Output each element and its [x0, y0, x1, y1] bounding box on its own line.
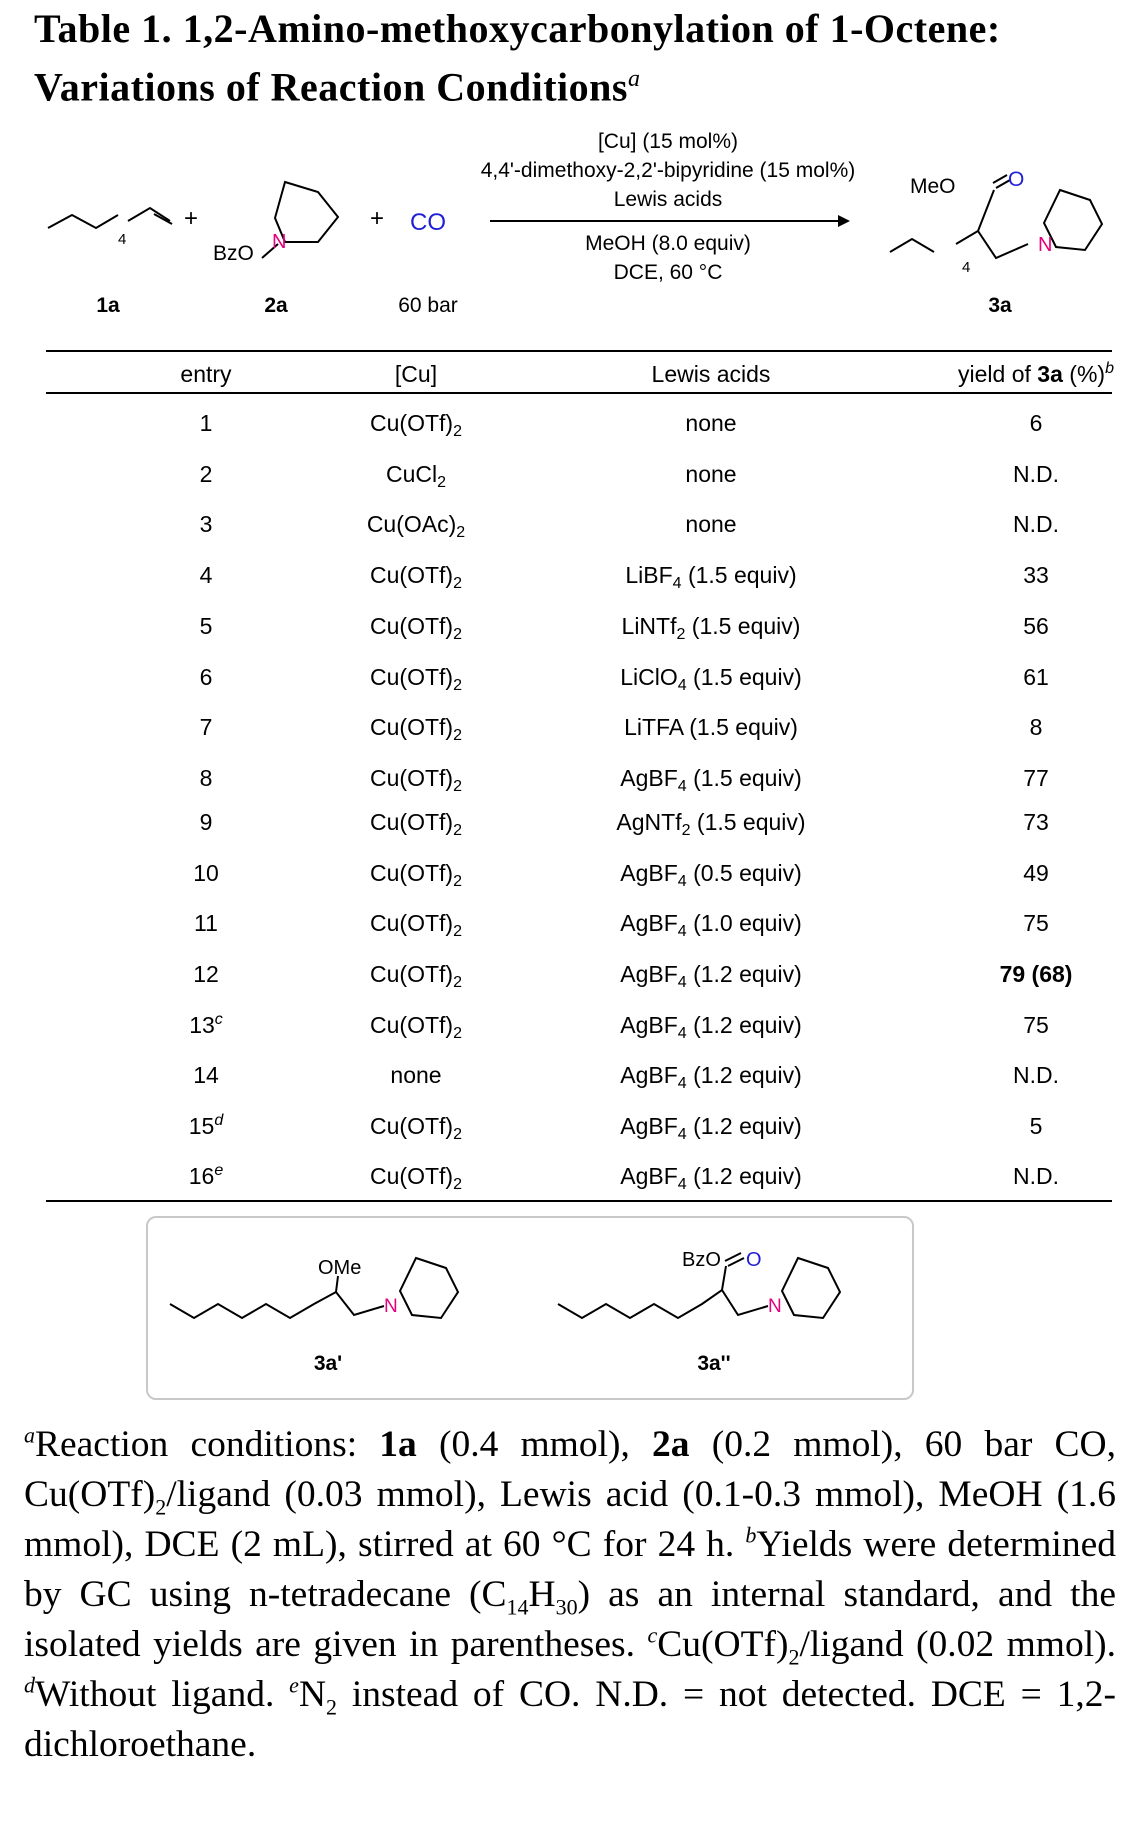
table-top-rule	[46, 350, 1112, 352]
atom-o-byproduct-2: O	[746, 1249, 762, 1271]
product-ch2-n	[978, 231, 1028, 258]
header-yield-post: (%)	[1062, 361, 1106, 387]
lewis-acid-subscript: 2	[676, 626, 686, 643]
cell-cu	[266, 707, 566, 747]
atom-meo-3a: MeO	[910, 175, 956, 198]
lewis-acid-amount: (1.0 equiv)	[686, 910, 802, 936]
cu-source: Cu(OAc)	[366, 511, 457, 537]
entry-number: 13	[189, 1012, 215, 1038]
cu-subscript: 2	[453, 626, 462, 643]
cell-yield	[896, 903, 1140, 943]
cu-subscript: 2	[453, 873, 462, 890]
product-chain-b	[956, 190, 994, 244]
lewis-acid: AgBF	[620, 1062, 678, 1088]
table-footnotes	[24, 1420, 1116, 1770]
label-3a-prime: 3a'	[313, 1352, 343, 1375]
lewis-acid-subscript: 4	[672, 575, 682, 592]
lewis-acid-amount: (1.5 equiv)	[685, 613, 801, 639]
condition-ligand: 4,4'-dimethoxy-2,2'-bipyridine (15 mol%)	[480, 159, 856, 182]
footnote-b-marker: b	[745, 1522, 757, 1548]
condition-meoh: MeOH (8.0 equiv)	[585, 232, 751, 255]
entry-number: 4	[199, 562, 213, 588]
cu-subscript: 2	[453, 575, 462, 592]
cu-subscript: 2	[453, 923, 462, 940]
lewis-acid: AgBF	[620, 1012, 678, 1038]
label-1a: 1a	[96, 294, 120, 317]
table-row	[46, 1106, 1112, 1146]
table-row	[46, 1156, 1112, 1196]
condition-dce: DCE, 60 °C	[613, 261, 723, 284]
footnote-c-sub: 2	[788, 1644, 800, 1670]
atom-n-byproduct-1: N	[384, 1296, 398, 1317]
footnote-b-text-2: H	[528, 1574, 556, 1615]
byproduct-2-chain	[558, 1290, 768, 1318]
footnote-e-marker: e	[289, 1672, 299, 1698]
footnote-a-text-4: /ligand (0.03 mmol), Lewis acid (0.1-0.3 mmol), MeOH (1.6 mmol), DCE (2 mL), stirred at 60 °C for 24 h.	[24, 1474, 1116, 1565]
footnote-c-text-2: /ligand (0.02 mmol).	[799, 1624, 1116, 1665]
lewis-acid-subscript: 4	[677, 873, 687, 890]
cu-source: none	[390, 1062, 442, 1088]
cu-subscript: 2	[453, 822, 462, 839]
table-row	[46, 903, 1112, 943]
cu-source: Cu(OTf)	[370, 613, 454, 639]
pressure-label: 60 bar	[398, 294, 458, 317]
footnote-d-marker: d	[24, 1672, 35, 1698]
reagent-co: CO	[410, 209, 446, 236]
plus-sign-2: +	[370, 205, 385, 232]
lewis-acid: AgBF	[620, 860, 678, 886]
cell-yield	[896, 853, 1140, 893]
footnote-a-text-2: (0.4 mmol),	[416, 1424, 653, 1465]
lewis-acid-amount: (1.5 equiv)	[686, 664, 802, 690]
lewis-acid-subscript: 4	[677, 1176, 687, 1193]
cell-lewis-acid	[536, 555, 886, 595]
reaction-scheme	[0, 120, 1140, 335]
footnote-a-bold-2: 2a	[652, 1424, 690, 1465]
lewis-acid: LiTFA (1.5 equiv)	[624, 714, 798, 740]
lewis-acid-amount: (1.2 equiv)	[686, 1163, 802, 1189]
cell-lewis-acid	[536, 903, 886, 943]
yield-value: 49	[1023, 860, 1049, 886]
entry-number: 7	[199, 714, 213, 740]
cell-yield	[896, 758, 1140, 798]
product-chain-a	[890, 239, 934, 252]
table-row	[46, 802, 1112, 842]
lewis-acid-amount: (1.2 equiv)	[686, 1062, 802, 1088]
caption-line-1: Table 1. 1,2-Amino-methoxycarbonylation of 1-Octene:	[34, 6, 1001, 51]
byproduct-1-ring	[400, 1258, 458, 1318]
lewis-acid: none	[685, 511, 737, 537]
cell-cu	[266, 1055, 566, 1095]
header-cu: [Cu]	[394, 361, 438, 387]
cell-cu	[266, 504, 566, 544]
table-row	[46, 1055, 1112, 1095]
footnote-a-bold-1: 1a	[379, 1424, 417, 1465]
footnote-c-marker: c	[647, 1622, 658, 1648]
header-yield	[896, 354, 1140, 394]
cu-subscript: 2	[453, 727, 462, 744]
atom-n-3a: N	[1038, 234, 1053, 256]
footnote-a-text-1: Reaction conditions:	[35, 1424, 380, 1465]
lewis-acid: AgBF	[620, 961, 678, 987]
cu-source: Cu(OTf)	[370, 1163, 454, 1189]
footnote-a-text-3: (0.2 mmol), 60 bar CO, Cu(OTf)	[24, 1424, 1116, 1515]
cu-source: Cu(OTf)	[370, 1113, 454, 1139]
cell-cu	[266, 1106, 566, 1146]
header-yield-sup: b	[1105, 360, 1114, 377]
entry-number: 10	[193, 860, 219, 886]
table-row	[46, 853, 1112, 893]
footnote-e-text-2: instead of CO. N.D. = not detected. DCE = 1,2-dichloroethane.	[24, 1674, 1116, 1765]
cu-subscript: 2	[453, 1176, 462, 1193]
header-yield-pre: yield of	[958, 361, 1038, 387]
footnote-b-sub-2: 30	[555, 1594, 578, 1620]
table-row	[46, 657, 1112, 697]
piperidine-ring-3a	[1044, 190, 1102, 250]
yield-value: 5	[1029, 1113, 1043, 1139]
cell-yield	[896, 403, 1140, 443]
cell-yield	[896, 657, 1140, 697]
entry-number: 12	[193, 961, 219, 987]
byproduct-structures	[148, 1218, 912, 1398]
atom-o-3a: O	[1008, 168, 1025, 191]
cell-yield	[896, 606, 1140, 646]
condition-cu: [Cu] (15 mol%)	[597, 130, 739, 153]
condition-lewis: Lewis acids	[613, 188, 723, 211]
yield-value: 8	[1029, 714, 1043, 740]
yield-value: 75	[1023, 910, 1049, 936]
cell-lewis-acid	[536, 1156, 886, 1196]
yield-value: N.D.	[1013, 511, 1059, 537]
cell-yield	[896, 454, 1140, 494]
lewis-acid-amount: (0.5 equiv)	[686, 860, 802, 886]
cell-yield	[896, 1005, 1140, 1045]
cell-lewis-acid	[536, 403, 886, 443]
lewis-acid-subscript: 4	[677, 1025, 687, 1042]
cell-lewis-acid	[536, 657, 886, 697]
cu-source: Cu(OTf)	[370, 410, 454, 436]
cell-lewis-acid	[536, 1106, 886, 1146]
atom-n-byproduct-2: N	[768, 1296, 782, 1317]
cu-source: CuCl	[385, 461, 438, 487]
footnote-d-text: Without ligand.	[35, 1674, 275, 1715]
entry-footnote: e	[214, 1162, 224, 1179]
table-row	[46, 758, 1112, 798]
entry-number: 1	[199, 410, 213, 436]
cell-lewis-acid	[536, 853, 886, 893]
caption-footnote-marker: a	[627, 66, 641, 92]
cell-cu	[266, 657, 566, 697]
cell-cu	[266, 403, 566, 443]
product-subscript: 4	[962, 259, 971, 276]
cu-subscript: 2	[437, 474, 447, 491]
cell-lewis-acid	[536, 504, 886, 544]
lewis-acid: AgBF	[620, 1163, 678, 1189]
lewis-acid-amount: (1.2 equiv)	[686, 961, 802, 987]
cu-subscript: 2	[453, 1126, 462, 1143]
entry-number: 3	[199, 511, 213, 537]
cu-subscript: 2	[453, 677, 462, 694]
cell-lewis-acid	[536, 606, 886, 646]
footnote-e-text-1: N	[298, 1674, 327, 1715]
cell-yield	[896, 1156, 1140, 1196]
caption-line-2-text: Variations of Reaction Conditions	[34, 64, 628, 110]
lewis-acid-subscript: 4	[677, 677, 687, 694]
yield-value: 56	[1023, 613, 1049, 639]
lewis-acid: AgBF	[620, 765, 678, 791]
lewis-acid: none	[685, 461, 737, 487]
cell-yield	[896, 555, 1140, 595]
cu-source: Cu(OTf)	[370, 562, 454, 588]
cell-lewis-acid	[536, 707, 886, 747]
yield-value: 77	[1023, 765, 1049, 791]
cell-cu	[266, 853, 566, 893]
lewis-acid-amount: (1.5 equiv)	[686, 765, 802, 791]
cell-cu	[266, 802, 566, 842]
header-entry: entry	[180, 361, 232, 387]
footnote-a-marker: a	[24, 1422, 35, 1448]
lewis-acid: LiClO	[620, 664, 678, 690]
entry-number: 16	[188, 1163, 215, 1189]
cell-cu	[266, 606, 566, 646]
yield-value: 33	[1023, 562, 1049, 588]
table-row	[46, 707, 1112, 747]
table-row	[46, 454, 1112, 494]
cell-yield	[896, 954, 1140, 994]
cu-source: Cu(OTf)	[370, 910, 454, 936]
cell-cu	[266, 1005, 566, 1045]
reaction-arrow-head	[838, 215, 850, 227]
yield-value: 6	[1029, 410, 1043, 436]
table-row	[46, 555, 1112, 595]
lewis-acid-subscript: 4	[677, 1126, 687, 1143]
lewis-acid: LiBF	[625, 562, 673, 588]
cell-lewis-acid	[536, 954, 886, 994]
cu-subscript: 2	[453, 1025, 462, 1042]
cell-cu	[266, 454, 566, 494]
plus-sign-1: +	[184, 205, 199, 232]
lewis-acid: LiNTf	[621, 613, 677, 639]
entry-number: 15	[188, 1113, 215, 1139]
table-caption	[34, 4, 1114, 112]
cu-source: Cu(OTf)	[370, 1012, 454, 1038]
atom-bzo-2a: BzO	[213, 242, 254, 265]
table-header	[46, 354, 1112, 394]
atom-n-2a: N	[272, 231, 287, 253]
cell-yield	[896, 1055, 1140, 1095]
entry-number: 5	[199, 613, 213, 639]
yield-value: 75	[1023, 1012, 1049, 1038]
cu-source: Cu(OTf)	[370, 809, 454, 835]
byproduct-box	[146, 1216, 914, 1400]
cu-source: Cu(OTf)	[370, 860, 454, 886]
yield-value: 61	[1023, 664, 1049, 690]
cu-source: Cu(OTf)	[370, 765, 454, 791]
cu-subscript: 2	[453, 778, 462, 795]
yield-value: N.D.	[1013, 1163, 1059, 1189]
cell-yield	[896, 802, 1140, 842]
byproduct-2-ring	[782, 1258, 840, 1318]
cu-subscript: 2	[453, 423, 462, 440]
atom-bzo-byproduct-2: BzO	[682, 1249, 721, 1271]
table-row	[46, 403, 1112, 443]
table-row	[46, 606, 1112, 646]
label-2a: 2a	[264, 294, 288, 317]
cu-source: Cu(OTf)	[370, 664, 454, 690]
lewis-acid-subscript: 4	[677, 778, 687, 795]
entry-footnote: d	[214, 1112, 224, 1129]
caption-line-2	[34, 54, 1114, 112]
octene-subscript: 4	[118, 231, 127, 248]
header-lewis-acids: Lewis acids	[651, 361, 771, 387]
cell-yield	[896, 1106, 1140, 1146]
lewis-acid-subscript: 2	[681, 822, 691, 839]
lewis-acid-amount: (1.2 equiv)	[686, 1113, 802, 1139]
cu-subscript: 2	[456, 524, 466, 541]
table-bottom-rule	[46, 1200, 1112, 1202]
label-3a: 3a	[988, 294, 1012, 317]
cell-cu	[266, 1156, 566, 1196]
lewis-acid: AgBF	[620, 910, 678, 936]
cu-subscript: 2	[453, 974, 462, 991]
byproduct-2-carbonyl-bond	[722, 1266, 726, 1290]
lewis-acid-subscript: 4	[677, 974, 687, 991]
lewis-acid-subscript: 4	[677, 1075, 687, 1092]
footnote-a-sub: 2	[155, 1494, 167, 1520]
entry-footnote: c	[214, 1011, 223, 1028]
octene-chain	[48, 215, 118, 228]
lewis-acid-amount: (1.5 equiv)	[681, 562, 797, 588]
footnote-c-text-1: Cu(OTf)	[657, 1624, 789, 1665]
cell-lewis-acid	[536, 454, 886, 494]
lewis-acid: AgBF	[620, 1113, 678, 1139]
header-yield-bold: 3a	[1037, 361, 1063, 387]
cell-lewis-acid	[536, 758, 886, 798]
lewis-acid-subscript: 4	[677, 923, 687, 940]
cu-source: Cu(OTf)	[370, 961, 454, 987]
entry-number: 2	[199, 461, 213, 487]
lewis-acid-amount: (1.5 equiv)	[690, 809, 806, 835]
table-row	[46, 954, 1112, 994]
table-row	[46, 1005, 1112, 1045]
byproduct-1-chain	[170, 1292, 384, 1318]
yield-value: N.D.	[1013, 1062, 1059, 1088]
table-row	[46, 504, 1112, 544]
cell-lewis-acid	[536, 802, 886, 842]
entry-number: 6	[199, 664, 213, 690]
yield-value: N.D.	[1013, 461, 1059, 487]
footnote-b-sub-1: 14	[506, 1594, 529, 1620]
cu-source: Cu(OTf)	[370, 714, 454, 740]
cell-cu	[266, 555, 566, 595]
yield-value: 79 (68)	[999, 961, 1073, 987]
cell-cu	[266, 758, 566, 798]
entry-number: 11	[194, 910, 218, 936]
yield-value: 73	[1023, 809, 1049, 835]
entry-number: 9	[199, 809, 213, 835]
entry-number: 8	[199, 765, 213, 791]
lewis-acid: none	[685, 410, 737, 436]
atom-ome: OMe	[318, 1257, 362, 1279]
cell-cu	[266, 954, 566, 994]
cell-cu	[266, 903, 566, 943]
cell-yield	[896, 504, 1140, 544]
footnote-b-text-3: ) as an internal standard, and the isolated yields are given in parentheses.	[24, 1574, 1116, 1665]
lewis-acid-amount: (1.2 equiv)	[686, 1012, 802, 1038]
footnote-b-text-1: Yields were determined by GC using n-tetradecane (C	[24, 1524, 1117, 1615]
footnote-e-sub: 2	[326, 1694, 338, 1720]
cell-lewis-acid	[536, 1055, 886, 1095]
entry-number: 14	[193, 1062, 219, 1088]
label-3a-double-prime: 3a''	[697, 1352, 731, 1375]
lewis-acid: AgNTf	[616, 809, 682, 835]
cell-yield	[896, 707, 1140, 747]
cell-lewis-acid	[536, 1005, 886, 1045]
